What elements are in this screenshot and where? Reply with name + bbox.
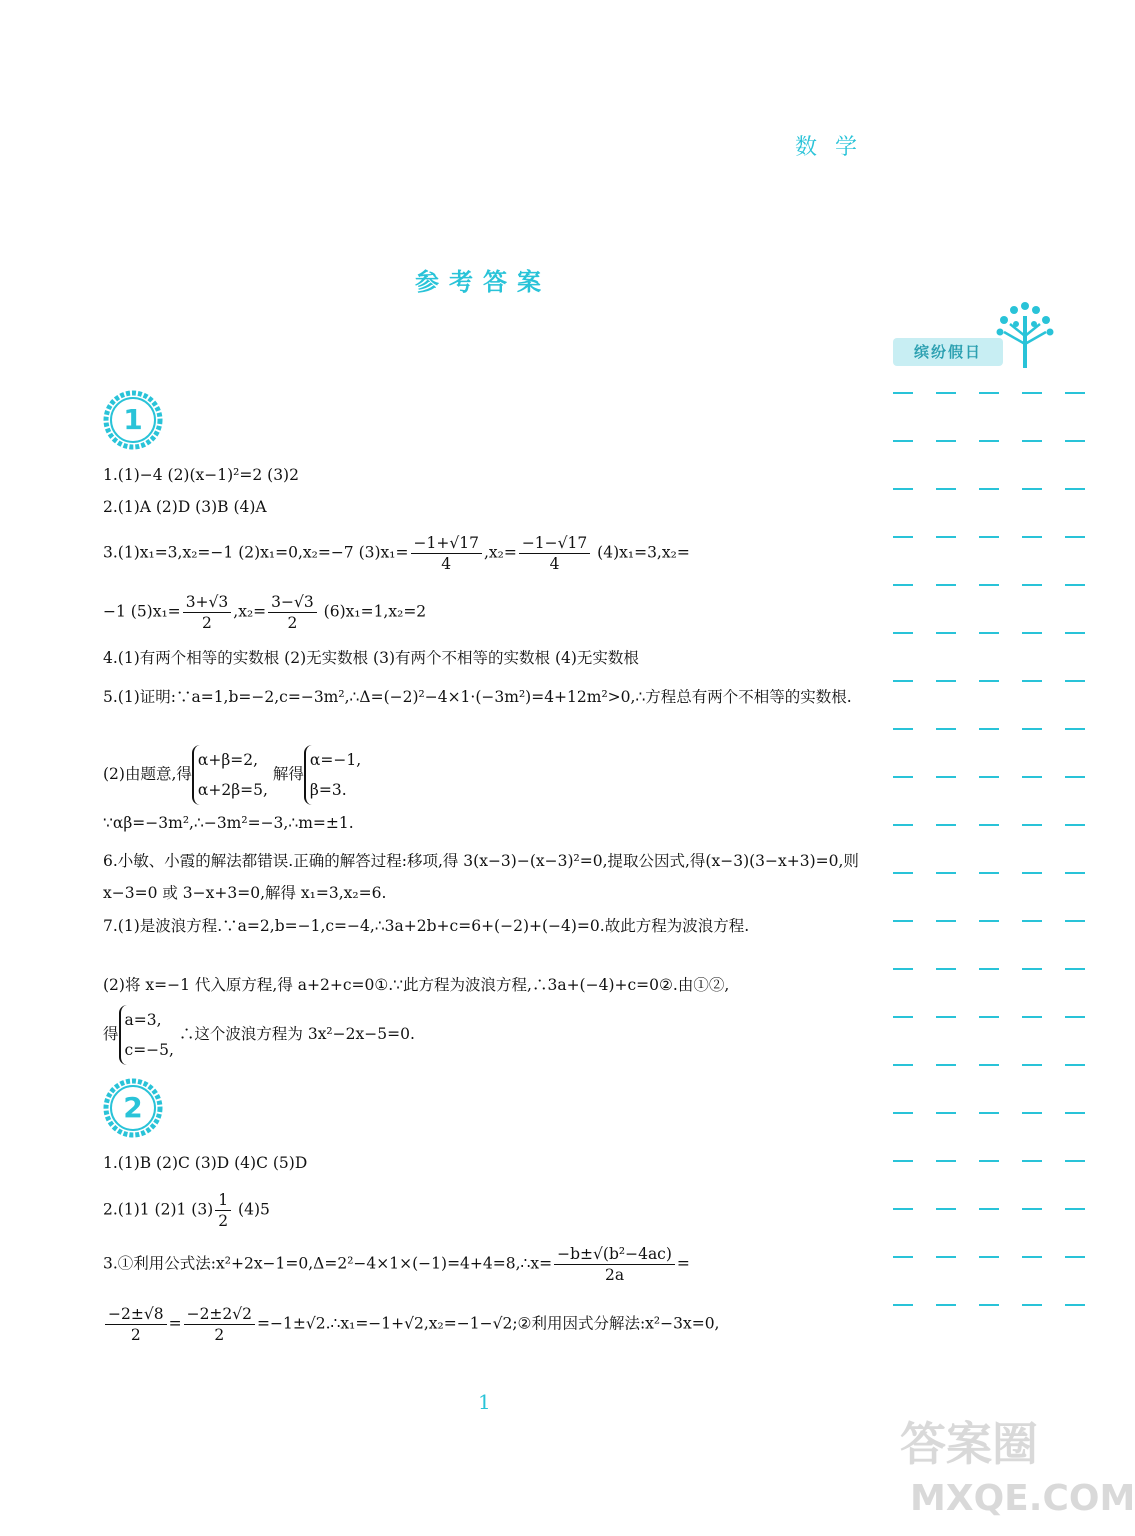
section-number: 1 (123, 403, 143, 436)
s1-q3-line1 (103, 533, 690, 574)
text: = (168, 1314, 182, 1333)
s1-q6: 6.小敏、小霞的解法都错误.正确的解答过程:移项,得 3(x−3)−(x−3)²=0,提取公因式,得(x−3)(3−x+3)=0,则 x−3=0 或 3−x+3=0,解得 x₁=3,x₂=6. (103, 852, 859, 902)
fraction (411, 533, 482, 574)
text: (6)x₁=1,x₂=2 (318, 602, 427, 621)
denominator: 2 (287, 614, 298, 632)
text: (2)由题意,得 (103, 765, 192, 783)
section-number: 2 (123, 1091, 143, 1124)
denominator: 2 (130, 1326, 141, 1344)
text: 2.(1)1 (2)1 (3) (103, 1200, 214, 1219)
text: =−1±√2.∴x₁=−1+√2,x₂=−1−√2;②利用因式分解法:x²−3x=0, (257, 1314, 720, 1333)
text: (4)5 (233, 1200, 270, 1219)
denominator: 2 (218, 1212, 229, 1230)
numerator: −b±√(b²−4ac) (554, 1244, 675, 1265)
fraction (105, 1304, 167, 1345)
text: −1 (5)x₁= (103, 602, 181, 621)
text: = (676, 1254, 690, 1273)
page-number: 1 (478, 1390, 491, 1414)
fraction (184, 1304, 255, 1345)
numerator: 3−√3 (268, 592, 317, 613)
equation-system (119, 1005, 174, 1065)
numerator: −2±2√2 (184, 1304, 255, 1325)
s1-q3-line2 (103, 592, 426, 633)
s1-q1: 1.(1)−4 (2)(x−1)²=2 (3)2 (103, 466, 299, 484)
denominator: 4 (549, 555, 560, 573)
text: 得 (103, 1025, 119, 1043)
equation: α+2β=5, (197, 781, 268, 799)
s1-q5b (103, 745, 361, 805)
text: ,x₂= (233, 602, 267, 621)
s1-q4: 4.(1)有两个相等的实数根 (2)无实数根 (3)有两个不相等的实数根 (4)无实数根 (103, 649, 639, 667)
page-title: 参考答案 (415, 267, 551, 296)
text: 3.(1)x₁=3,x₂=−1 (2)x₁=0,x₂=−7 (3)x₁= (103, 543, 409, 562)
text: (4)x₁=3,x₂= (592, 543, 690, 562)
equation: a=3, (124, 1011, 162, 1029)
s2-q3-line2 (103, 1304, 720, 1345)
numerator: −1+√17 (411, 533, 482, 554)
equation: α+β=2, (197, 751, 259, 769)
brand-label: 缤纷假日 (893, 338, 1003, 366)
fraction (519, 533, 590, 574)
text: ∴这个波浪方程为 3x²−2x−5=0. (178, 1025, 415, 1043)
fraction (554, 1244, 675, 1285)
numerator: −1−√17 (519, 533, 590, 554)
fraction (268, 592, 317, 633)
s1-q5a: 5.(1)证明:∵a=1,b=−2,c=−3m²,∴Δ=(−2)²−4×1·(−3m²)=4+12m²>0,∴方程总有两个不相等的实数根. (103, 688, 852, 706)
equation-system (192, 745, 268, 805)
section-badge-1 (103, 390, 163, 450)
denominator: 2 (214, 1326, 225, 1344)
fraction (183, 592, 232, 633)
section-badge-2 (103, 1078, 163, 1138)
subject-label: 数学 (795, 135, 876, 160)
s2-q1: 1.(1)B (2)C (3)D (4)C (5)D (103, 1154, 308, 1172)
equation: α=−1, (309, 751, 362, 769)
numerator: 3+√3 (183, 592, 232, 613)
numerator: −2±√8 (105, 1304, 167, 1325)
equation: β=3. (309, 781, 347, 799)
s1-q5c: ∵αβ=−3m²,∴−3m²=−3,∴m=±1. (103, 814, 354, 832)
text: ,x₂= (483, 543, 517, 562)
notes-area (893, 392, 1085, 1352)
text: 3.①利用公式法:x²+2x−1=0,Δ=2²−4×1×(−1)=4+4=8,∴x= (103, 1254, 553, 1273)
denominator: 4 (441, 555, 452, 573)
s1-q7b: (2)将 x=−1 代入原方程,得 a+2+c=0①.∵此方程为波浪方程,∴3a+(−4)+c=0②.由①②, (103, 976, 730, 994)
s1-q7a: 7.(1)是波浪方程.∵a=2,b=−1,c=−4,∴3a+2b+c=6+(−2)+(−4)=0.故此方程为波浪方程. (103, 917, 750, 935)
fraction (215, 1190, 231, 1231)
s1-q7c (103, 1005, 415, 1065)
equation: c=−5, (124, 1041, 174, 1059)
watermark: 答案圈 (900, 1417, 1038, 1471)
s2-q3-line1 (103, 1244, 690, 1285)
denominator: 2a (604, 1266, 625, 1284)
s1-q2: 2.(1)A (2)D (3)B (4)A (103, 498, 267, 516)
equation-system (304, 745, 361, 805)
text: 解得 (272, 765, 304, 783)
watermark-url: MXQE.COM (910, 1478, 1135, 1519)
numerator: 1 (215, 1190, 231, 1211)
denominator: 2 (202, 614, 212, 632)
s2-q2 (103, 1190, 270, 1231)
